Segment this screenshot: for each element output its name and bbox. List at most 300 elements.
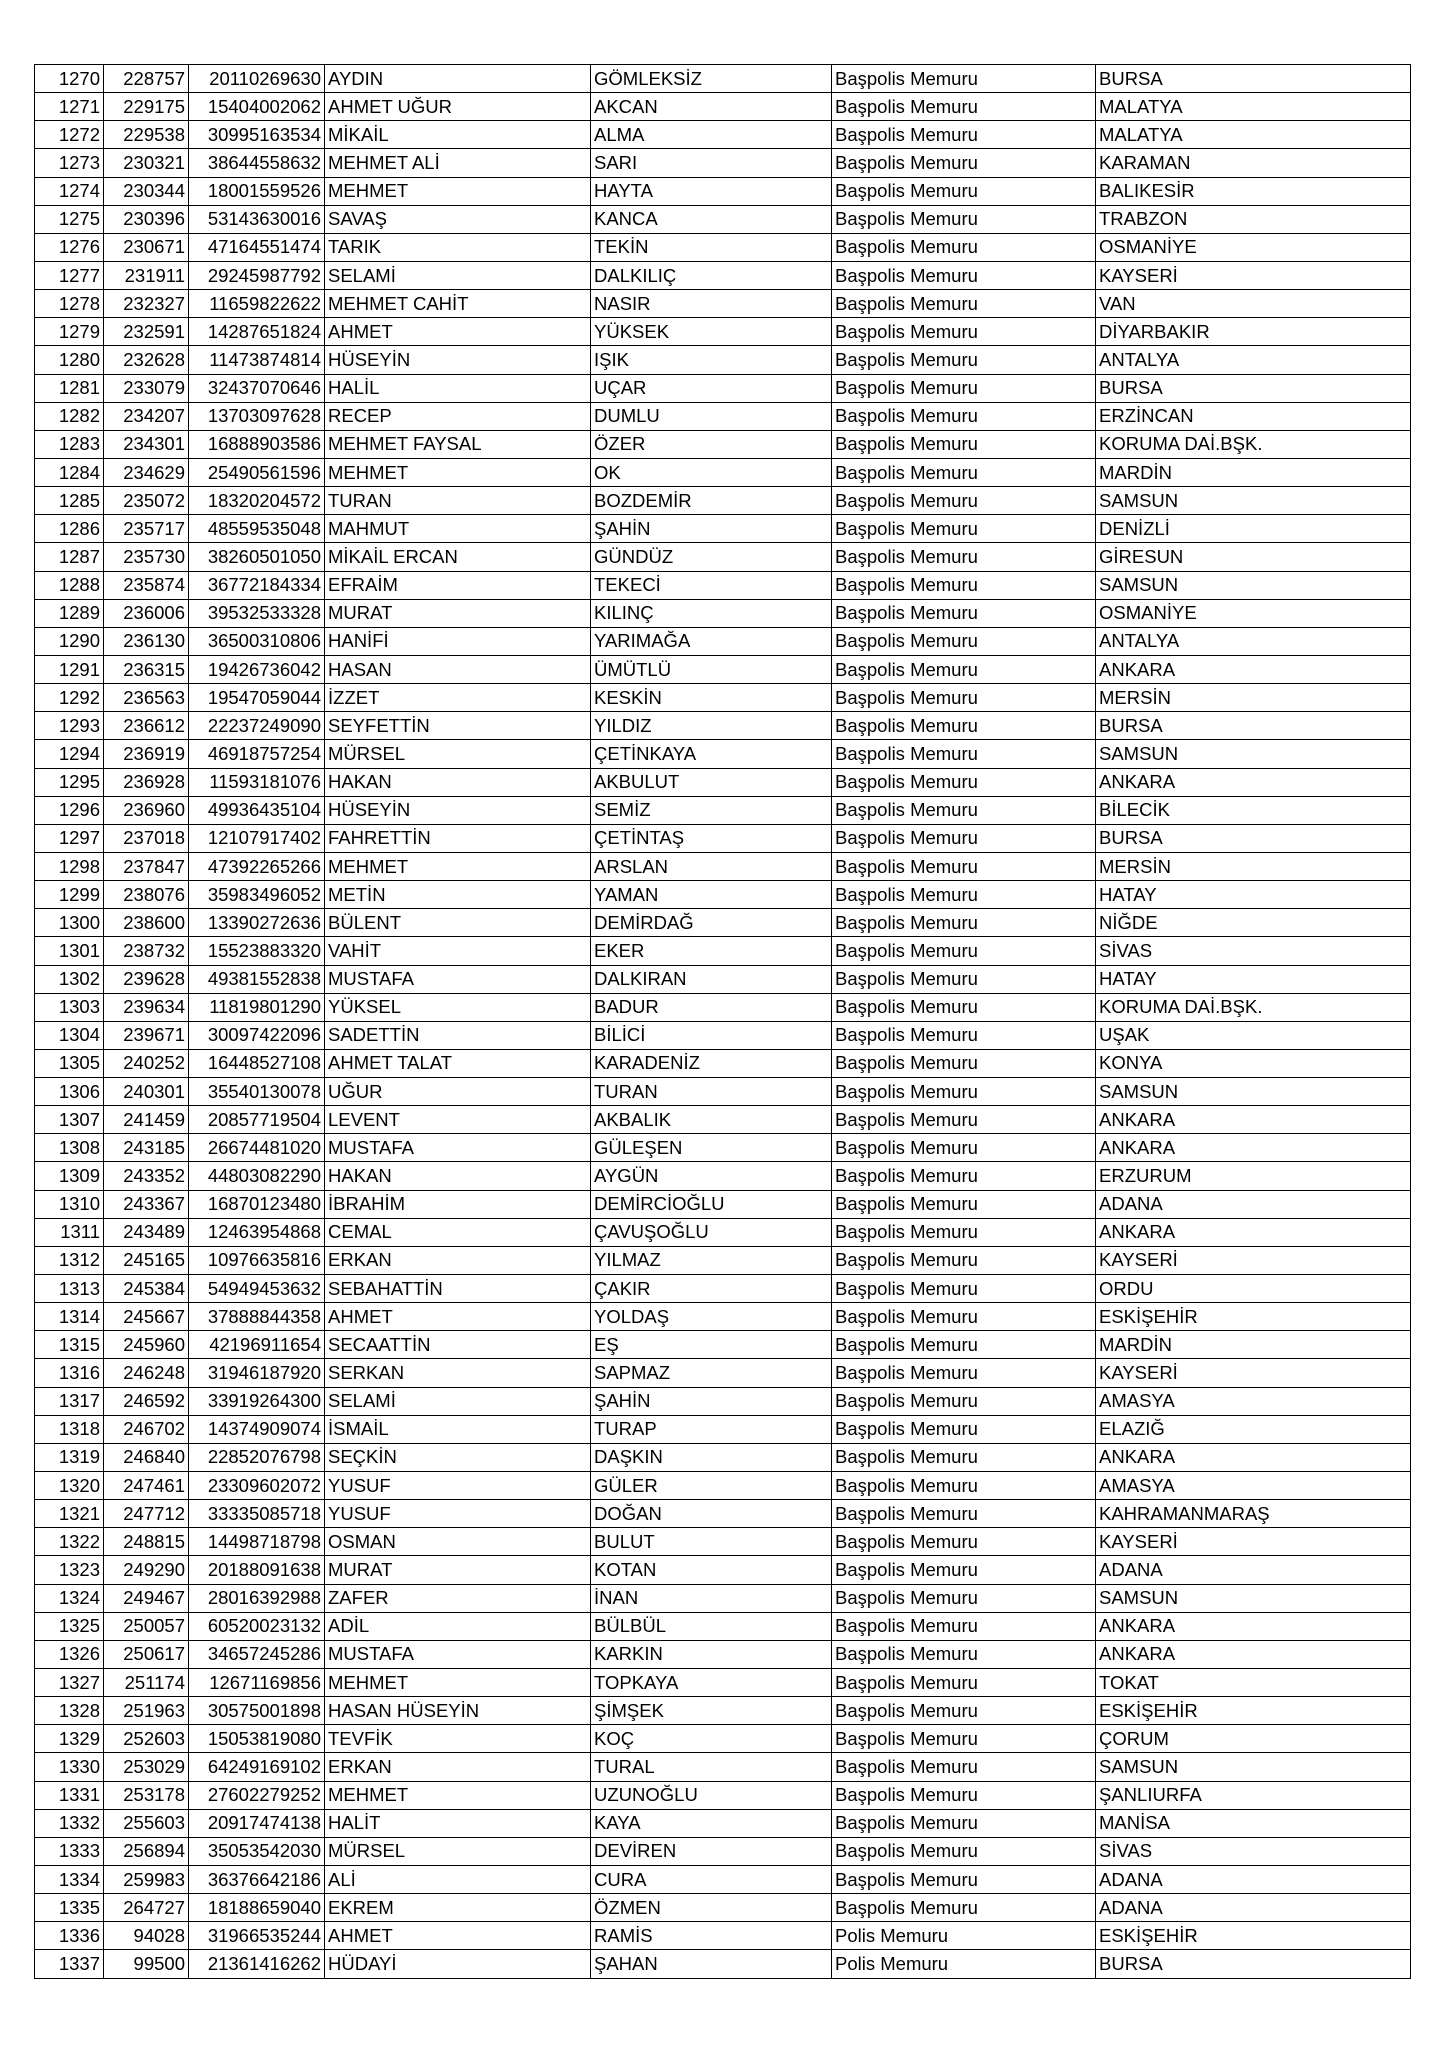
first-name-cell: HAKAN bbox=[325, 1162, 591, 1190]
table-row bbox=[35, 1190, 1411, 1218]
city-cell: BURSA bbox=[1096, 65, 1411, 93]
first-name-cell: MUSTAFA bbox=[325, 1640, 591, 1668]
id-number-cell: 16888903586 bbox=[189, 430, 325, 458]
last-name-cell: DOĞAN bbox=[591, 1500, 832, 1528]
first-name-cell: ERKAN bbox=[325, 1753, 591, 1781]
table-row bbox=[35, 1612, 1411, 1640]
row-number-cell: 1312 bbox=[35, 1246, 104, 1274]
first-name-cell: RECEP bbox=[325, 402, 591, 430]
table-row bbox=[35, 1697, 1411, 1725]
city-cell: AMASYA bbox=[1096, 1387, 1411, 1415]
rank-cell: Başpolis Memuru bbox=[832, 261, 1096, 289]
city-cell: ANKARA bbox=[1096, 1443, 1411, 1471]
last-name-cell: ÖZMEN bbox=[591, 1894, 832, 1922]
city-cell: ERZİNCAN bbox=[1096, 402, 1411, 430]
registry-number-cell: 249467 bbox=[104, 1584, 189, 1612]
last-name-cell: SAPMAZ bbox=[591, 1359, 832, 1387]
row-number-cell: 1306 bbox=[35, 1078, 104, 1106]
last-name-cell: OK bbox=[591, 458, 832, 486]
registry-number-cell: 250057 bbox=[104, 1612, 189, 1640]
registry-number-cell: 251963 bbox=[104, 1697, 189, 1725]
city-cell: ORDU bbox=[1096, 1275, 1411, 1303]
row-number-cell: 1276 bbox=[35, 233, 104, 261]
table-row bbox=[35, 149, 1411, 177]
last-name-cell: AKBULUT bbox=[591, 768, 832, 796]
rank-cell: Başpolis Memuru bbox=[832, 205, 1096, 233]
id-number-cell: 35983496052 bbox=[189, 881, 325, 909]
row-number-cell: 1274 bbox=[35, 177, 104, 205]
table-row bbox=[35, 684, 1411, 712]
first-name-cell: MİKAİL bbox=[325, 121, 591, 149]
id-number-cell: 22852076798 bbox=[189, 1443, 325, 1471]
row-number-cell: 1281 bbox=[35, 374, 104, 402]
first-name-cell: TEVFİK bbox=[325, 1725, 591, 1753]
rank-cell: Başpolis Memuru bbox=[832, 1331, 1096, 1359]
first-name-cell: YUSUF bbox=[325, 1500, 591, 1528]
first-name-cell: LEVENT bbox=[325, 1106, 591, 1134]
table-row bbox=[35, 1049, 1411, 1077]
rank-cell: Başpolis Memuru bbox=[832, 1106, 1096, 1134]
first-name-cell: VAHİT bbox=[325, 937, 591, 965]
first-name-cell: MEHMET ALİ bbox=[325, 149, 591, 177]
city-cell: BURSA bbox=[1096, 712, 1411, 740]
rank-cell: Başpolis Memuru bbox=[832, 1556, 1096, 1584]
registry-number-cell: 249290 bbox=[104, 1556, 189, 1584]
city-cell: OSMANİYE bbox=[1096, 233, 1411, 261]
last-name-cell: GÜLER bbox=[591, 1472, 832, 1500]
first-name-cell: SAVAŞ bbox=[325, 205, 591, 233]
table-row bbox=[35, 1837, 1411, 1865]
registry-number-cell: 235730 bbox=[104, 543, 189, 571]
rank-cell: Başpolis Memuru bbox=[832, 1078, 1096, 1106]
table-row bbox=[35, 318, 1411, 346]
id-number-cell: 19547059044 bbox=[189, 684, 325, 712]
id-number-cell: 12463954868 bbox=[189, 1218, 325, 1246]
first-name-cell: MEHMET bbox=[325, 1669, 591, 1697]
row-number-cell: 1319 bbox=[35, 1443, 104, 1471]
rank-cell: Başpolis Memuru bbox=[832, 712, 1096, 740]
last-name-cell: GÜNDÜZ bbox=[591, 543, 832, 571]
last-name-cell: KILINÇ bbox=[591, 599, 832, 627]
row-number-cell: 1330 bbox=[35, 1753, 104, 1781]
city-cell: DENİZLİ bbox=[1096, 515, 1411, 543]
last-name-cell: KAYA bbox=[591, 1809, 832, 1837]
last-name-cell: GÖMLEKSİZ bbox=[591, 65, 832, 93]
last-name-cell: KANCA bbox=[591, 205, 832, 233]
city-cell: BURSA bbox=[1096, 824, 1411, 852]
table-body bbox=[35, 65, 1411, 1979]
first-name-cell: MURAT bbox=[325, 599, 591, 627]
registry-number-cell: 238600 bbox=[104, 909, 189, 937]
rank-cell: Başpolis Memuru bbox=[832, 177, 1096, 205]
city-cell: KONYA bbox=[1096, 1049, 1411, 1077]
id-number-cell: 47392265266 bbox=[189, 852, 325, 880]
city-cell: BURSA bbox=[1096, 374, 1411, 402]
row-number-cell: 1284 bbox=[35, 458, 104, 486]
city-cell: UŞAK bbox=[1096, 1021, 1411, 1049]
first-name-cell: UĞUR bbox=[325, 1078, 591, 1106]
row-number-cell: 1328 bbox=[35, 1697, 104, 1725]
table-row bbox=[35, 177, 1411, 205]
city-cell: OSMANİYE bbox=[1096, 599, 1411, 627]
city-cell: ŞANLIURFA bbox=[1096, 1781, 1411, 1809]
id-number-cell: 19426736042 bbox=[189, 655, 325, 683]
rank-cell: Başpolis Memuru bbox=[832, 65, 1096, 93]
registry-number-cell: 245384 bbox=[104, 1275, 189, 1303]
last-name-cell: BADUR bbox=[591, 993, 832, 1021]
rank-cell: Başpolis Memuru bbox=[832, 627, 1096, 655]
registry-number-cell: 235072 bbox=[104, 487, 189, 515]
row-number-cell: 1294 bbox=[35, 740, 104, 768]
registry-number-cell: 230321 bbox=[104, 149, 189, 177]
rank-cell: Başpolis Memuru bbox=[832, 290, 1096, 318]
table-row bbox=[35, 1415, 1411, 1443]
registry-number-cell: 245667 bbox=[104, 1303, 189, 1331]
first-name-cell: MÜRSEL bbox=[325, 1837, 591, 1865]
city-cell: ESKİŞEHİR bbox=[1096, 1697, 1411, 1725]
last-name-cell: KARADENİZ bbox=[591, 1049, 832, 1077]
registry-number-cell: 94028 bbox=[104, 1922, 189, 1950]
city-cell: MARDİN bbox=[1096, 1331, 1411, 1359]
first-name-cell: MÜRSEL bbox=[325, 740, 591, 768]
city-cell: SİVAS bbox=[1096, 1837, 1411, 1865]
first-name-cell: FAHRETTİN bbox=[325, 824, 591, 852]
city-cell: ANTALYA bbox=[1096, 627, 1411, 655]
id-number-cell: 29245987792 bbox=[189, 261, 325, 289]
rank-cell: Başpolis Memuru bbox=[832, 1359, 1096, 1387]
rank-cell: Başpolis Memuru bbox=[832, 965, 1096, 993]
last-name-cell: IŞIK bbox=[591, 346, 832, 374]
registry-number-cell: 250617 bbox=[104, 1640, 189, 1668]
row-number-cell: 1289 bbox=[35, 599, 104, 627]
rank-cell: Başpolis Memuru bbox=[832, 1584, 1096, 1612]
city-cell: MALATYA bbox=[1096, 93, 1411, 121]
table-row bbox=[35, 768, 1411, 796]
table-row bbox=[35, 430, 1411, 458]
last-name-cell: EKER bbox=[591, 937, 832, 965]
rank-cell: Başpolis Memuru bbox=[832, 149, 1096, 177]
registry-number-cell: 238732 bbox=[104, 937, 189, 965]
id-number-cell: 32437070646 bbox=[189, 374, 325, 402]
registry-number-cell: 236612 bbox=[104, 712, 189, 740]
row-number-cell: 1285 bbox=[35, 487, 104, 515]
city-cell: MERSİN bbox=[1096, 684, 1411, 712]
table-row bbox=[35, 740, 1411, 768]
rank-cell: Başpolis Memuru bbox=[832, 1837, 1096, 1865]
last-name-cell: TEKİN bbox=[591, 233, 832, 261]
first-name-cell: HÜSEYİN bbox=[325, 346, 591, 374]
row-number-cell: 1286 bbox=[35, 515, 104, 543]
city-cell: ANTALYA bbox=[1096, 346, 1411, 374]
last-name-cell: KOTAN bbox=[591, 1556, 832, 1584]
first-name-cell: MİKAİL ERCAN bbox=[325, 543, 591, 571]
city-cell: KARAMAN bbox=[1096, 149, 1411, 177]
first-name-cell: HÜDAYİ bbox=[325, 1950, 591, 1978]
last-name-cell: TEKECİ bbox=[591, 571, 832, 599]
id-number-cell: 53143630016 bbox=[189, 205, 325, 233]
row-number-cell: 1282 bbox=[35, 402, 104, 430]
first-name-cell: BÜLENT bbox=[325, 909, 591, 937]
rank-cell: Başpolis Memuru bbox=[832, 571, 1096, 599]
registry-number-cell: 235717 bbox=[104, 515, 189, 543]
table-row bbox=[35, 1922, 1411, 1950]
table-row bbox=[35, 1275, 1411, 1303]
id-number-cell: 21361416262 bbox=[189, 1950, 325, 1978]
id-number-cell: 46918757254 bbox=[189, 740, 325, 768]
row-number-cell: 1329 bbox=[35, 1725, 104, 1753]
row-number-cell: 1309 bbox=[35, 1162, 104, 1190]
table-row bbox=[35, 1584, 1411, 1612]
row-number-cell: 1307 bbox=[35, 1106, 104, 1134]
registry-number-cell: 239628 bbox=[104, 965, 189, 993]
id-number-cell: 64249169102 bbox=[189, 1753, 325, 1781]
rank-cell: Başpolis Memuru bbox=[832, 93, 1096, 121]
row-number-cell: 1302 bbox=[35, 965, 104, 993]
city-cell: TOKAT bbox=[1096, 1669, 1411, 1697]
row-number-cell: 1291 bbox=[35, 655, 104, 683]
last-name-cell: DEMİRCİOĞLU bbox=[591, 1190, 832, 1218]
last-name-cell: YÜKSEK bbox=[591, 318, 832, 346]
last-name-cell: HAYTA bbox=[591, 177, 832, 205]
rank-cell: Başpolis Memuru bbox=[832, 1753, 1096, 1781]
first-name-cell: YÜKSEL bbox=[325, 993, 591, 1021]
id-number-cell: 13390272636 bbox=[189, 909, 325, 937]
first-name-cell: AHMET UĞUR bbox=[325, 93, 591, 121]
last-name-cell: ÜMÜTLÜ bbox=[591, 655, 832, 683]
registry-number-cell: 236563 bbox=[104, 684, 189, 712]
last-name-cell: BULUT bbox=[591, 1528, 832, 1556]
rank-cell: Başpolis Memuru bbox=[832, 1472, 1096, 1500]
registry-number-cell: 237018 bbox=[104, 824, 189, 852]
last-name-cell: ŞAHAN bbox=[591, 1950, 832, 1978]
first-name-cell: HASAN bbox=[325, 655, 591, 683]
city-cell: KAYSERİ bbox=[1096, 1246, 1411, 1274]
city-cell: ESKİŞEHİR bbox=[1096, 1922, 1411, 1950]
table-row bbox=[35, 1021, 1411, 1049]
last-name-cell: YAMAN bbox=[591, 881, 832, 909]
table-row bbox=[35, 599, 1411, 627]
id-number-cell: 49936435104 bbox=[189, 796, 325, 824]
row-number-cell: 1271 bbox=[35, 93, 104, 121]
rank-cell: Başpolis Memuru bbox=[832, 374, 1096, 402]
last-name-cell: KESKİN bbox=[591, 684, 832, 712]
city-cell: SAMSUN bbox=[1096, 571, 1411, 599]
city-cell: BİLECİK bbox=[1096, 796, 1411, 824]
table-row bbox=[35, 852, 1411, 880]
row-number-cell: 1323 bbox=[35, 1556, 104, 1584]
first-name-cell: HASAN HÜSEYİN bbox=[325, 1697, 591, 1725]
registry-number-cell: 236960 bbox=[104, 796, 189, 824]
row-number-cell: 1300 bbox=[35, 909, 104, 937]
rank-cell: Başpolis Memuru bbox=[832, 1275, 1096, 1303]
row-number-cell: 1305 bbox=[35, 1049, 104, 1077]
id-number-cell: 14498718798 bbox=[189, 1528, 325, 1556]
last-name-cell: GÜLEŞEN bbox=[591, 1134, 832, 1162]
city-cell: KAYSERİ bbox=[1096, 261, 1411, 289]
table-row bbox=[35, 1218, 1411, 1246]
row-number-cell: 1325 bbox=[35, 1612, 104, 1640]
last-name-cell: TOPKAYA bbox=[591, 1669, 832, 1697]
rank-cell: Başpolis Memuru bbox=[832, 599, 1096, 627]
registry-number-cell: 243185 bbox=[104, 1134, 189, 1162]
first-name-cell: AYDIN bbox=[325, 65, 591, 93]
last-name-cell: TURAN bbox=[591, 1078, 832, 1106]
first-name-cell: MEHMET CAHİT bbox=[325, 290, 591, 318]
city-cell: KORUMA DAİ.BŞK. bbox=[1096, 430, 1411, 458]
rank-cell: Başpolis Memuru bbox=[832, 458, 1096, 486]
table-row bbox=[35, 1781, 1411, 1809]
table-row bbox=[35, 515, 1411, 543]
last-name-cell: DEVİREN bbox=[591, 1837, 832, 1865]
registry-number-cell: 245165 bbox=[104, 1246, 189, 1274]
city-cell: SAMSUN bbox=[1096, 1078, 1411, 1106]
id-number-cell: 30097422096 bbox=[189, 1021, 325, 1049]
city-cell: AMASYA bbox=[1096, 1472, 1411, 1500]
id-number-cell: 33335085718 bbox=[189, 1500, 325, 1528]
table-row bbox=[35, 965, 1411, 993]
row-number-cell: 1301 bbox=[35, 937, 104, 965]
row-number-cell: 1279 bbox=[35, 318, 104, 346]
registry-number-cell: 238076 bbox=[104, 881, 189, 909]
rank-cell: Başpolis Memuru bbox=[832, 1415, 1096, 1443]
registry-number-cell: 230344 bbox=[104, 177, 189, 205]
first-name-cell: ZAFER bbox=[325, 1584, 591, 1612]
rank-cell: Başpolis Memuru bbox=[832, 543, 1096, 571]
city-cell: SİVAS bbox=[1096, 937, 1411, 965]
row-number-cell: 1327 bbox=[35, 1669, 104, 1697]
registry-number-cell: 230396 bbox=[104, 205, 189, 233]
registry-number-cell: 236928 bbox=[104, 768, 189, 796]
city-cell: SAMSUN bbox=[1096, 1753, 1411, 1781]
last-name-cell: DALKILIÇ bbox=[591, 261, 832, 289]
row-number-cell: 1277 bbox=[35, 261, 104, 289]
id-number-cell: 20857719504 bbox=[189, 1106, 325, 1134]
registry-number-cell: 253178 bbox=[104, 1781, 189, 1809]
registry-number-cell: 234629 bbox=[104, 458, 189, 486]
id-number-cell: 34657245286 bbox=[189, 1640, 325, 1668]
rank-cell: Başpolis Memuru bbox=[832, 1697, 1096, 1725]
id-number-cell: 38644558632 bbox=[189, 149, 325, 177]
table-row bbox=[35, 909, 1411, 937]
last-name-cell: ALMA bbox=[591, 121, 832, 149]
id-number-cell: 35540130078 bbox=[189, 1078, 325, 1106]
city-cell: HATAY bbox=[1096, 881, 1411, 909]
row-number-cell: 1293 bbox=[35, 712, 104, 740]
rank-cell: Başpolis Memuru bbox=[832, 1894, 1096, 1922]
row-number-cell: 1333 bbox=[35, 1837, 104, 1865]
id-number-cell: 39532533328 bbox=[189, 599, 325, 627]
id-number-cell: 13703097628 bbox=[189, 402, 325, 430]
table-row bbox=[35, 205, 1411, 233]
table-row bbox=[35, 571, 1411, 599]
id-number-cell: 11473874814 bbox=[189, 346, 325, 374]
rank-cell: Başpolis Memuru bbox=[832, 1134, 1096, 1162]
registry-number-cell: 246840 bbox=[104, 1443, 189, 1471]
id-number-cell: 35053542030 bbox=[189, 1837, 325, 1865]
first-name-cell: HANİFİ bbox=[325, 627, 591, 655]
row-number-cell: 1336 bbox=[35, 1922, 104, 1950]
first-name-cell: AHMET TALAT bbox=[325, 1049, 591, 1077]
id-number-cell: 20188091638 bbox=[189, 1556, 325, 1584]
city-cell: GİRESUN bbox=[1096, 543, 1411, 571]
id-number-cell: 10976635816 bbox=[189, 1246, 325, 1274]
row-number-cell: 1275 bbox=[35, 205, 104, 233]
row-number-cell: 1304 bbox=[35, 1021, 104, 1049]
row-number-cell: 1326 bbox=[35, 1640, 104, 1668]
row-number-cell: 1317 bbox=[35, 1387, 104, 1415]
id-number-cell: 33919264300 bbox=[189, 1387, 325, 1415]
first-name-cell: İSMAİL bbox=[325, 1415, 591, 1443]
rank-cell: Başpolis Memuru bbox=[832, 318, 1096, 346]
row-number-cell: 1308 bbox=[35, 1134, 104, 1162]
last-name-cell: AKBALIK bbox=[591, 1106, 832, 1134]
table-row bbox=[35, 1162, 1411, 1190]
table-row bbox=[35, 1725, 1411, 1753]
rank-cell: Başpolis Memuru bbox=[832, 515, 1096, 543]
first-name-cell: AHMET bbox=[325, 1922, 591, 1950]
table-row bbox=[35, 1669, 1411, 1697]
city-cell: SAMSUN bbox=[1096, 487, 1411, 515]
rank-cell: Başpolis Memuru bbox=[832, 796, 1096, 824]
city-cell: KAYSERİ bbox=[1096, 1528, 1411, 1556]
last-name-cell: YARIMAĞA bbox=[591, 627, 832, 655]
last-name-cell: ÇETİNKAYA bbox=[591, 740, 832, 768]
row-number-cell: 1278 bbox=[35, 290, 104, 318]
rank-cell: Başpolis Memuru bbox=[832, 1640, 1096, 1668]
city-cell: ADANA bbox=[1096, 1866, 1411, 1894]
rank-cell: Başpolis Memuru bbox=[832, 1725, 1096, 1753]
rank-cell: Başpolis Memuru bbox=[832, 937, 1096, 965]
registry-number-cell: 259983 bbox=[104, 1866, 189, 1894]
first-name-cell: SADETTİN bbox=[325, 1021, 591, 1049]
table-row bbox=[35, 1809, 1411, 1837]
first-name-cell: SERKAN bbox=[325, 1359, 591, 1387]
city-cell: BURSA bbox=[1096, 1950, 1411, 1978]
city-cell: ADANA bbox=[1096, 1894, 1411, 1922]
first-name-cell: MEHMET bbox=[325, 852, 591, 880]
registry-number-cell: 240252 bbox=[104, 1049, 189, 1077]
city-cell: BALIKESİR bbox=[1096, 177, 1411, 205]
table-row bbox=[35, 712, 1411, 740]
row-number-cell: 1314 bbox=[35, 1303, 104, 1331]
id-number-cell: 12671169856 bbox=[189, 1669, 325, 1697]
first-name-cell: CEMAL bbox=[325, 1218, 591, 1246]
id-number-cell: 42196911654 bbox=[189, 1331, 325, 1359]
registry-number-cell: 247461 bbox=[104, 1472, 189, 1500]
registry-number-cell: 246248 bbox=[104, 1359, 189, 1387]
rank-cell: Başpolis Memuru bbox=[832, 1528, 1096, 1556]
first-name-cell: ADİL bbox=[325, 1612, 591, 1640]
row-number-cell: 1295 bbox=[35, 768, 104, 796]
id-number-cell: 31966535244 bbox=[189, 1922, 325, 1950]
first-name-cell: MUSTAFA bbox=[325, 1134, 591, 1162]
registry-number-cell: 246702 bbox=[104, 1415, 189, 1443]
registry-number-cell: 243367 bbox=[104, 1190, 189, 1218]
registry-number-cell: 236130 bbox=[104, 627, 189, 655]
row-number-cell: 1292 bbox=[35, 684, 104, 712]
id-number-cell: 44803082290 bbox=[189, 1162, 325, 1190]
last-name-cell: TURAP bbox=[591, 1415, 832, 1443]
registry-number-cell: 240301 bbox=[104, 1078, 189, 1106]
row-number-cell: 1335 bbox=[35, 1894, 104, 1922]
row-number-cell: 1315 bbox=[35, 1331, 104, 1359]
rank-cell: Başpolis Memuru bbox=[832, 1781, 1096, 1809]
first-name-cell: HÜSEYİN bbox=[325, 796, 591, 824]
first-name-cell: SEÇKİN bbox=[325, 1443, 591, 1471]
row-number-cell: 1313 bbox=[35, 1275, 104, 1303]
first-name-cell: YUSUF bbox=[325, 1472, 591, 1500]
registry-number-cell: 228757 bbox=[104, 65, 189, 93]
